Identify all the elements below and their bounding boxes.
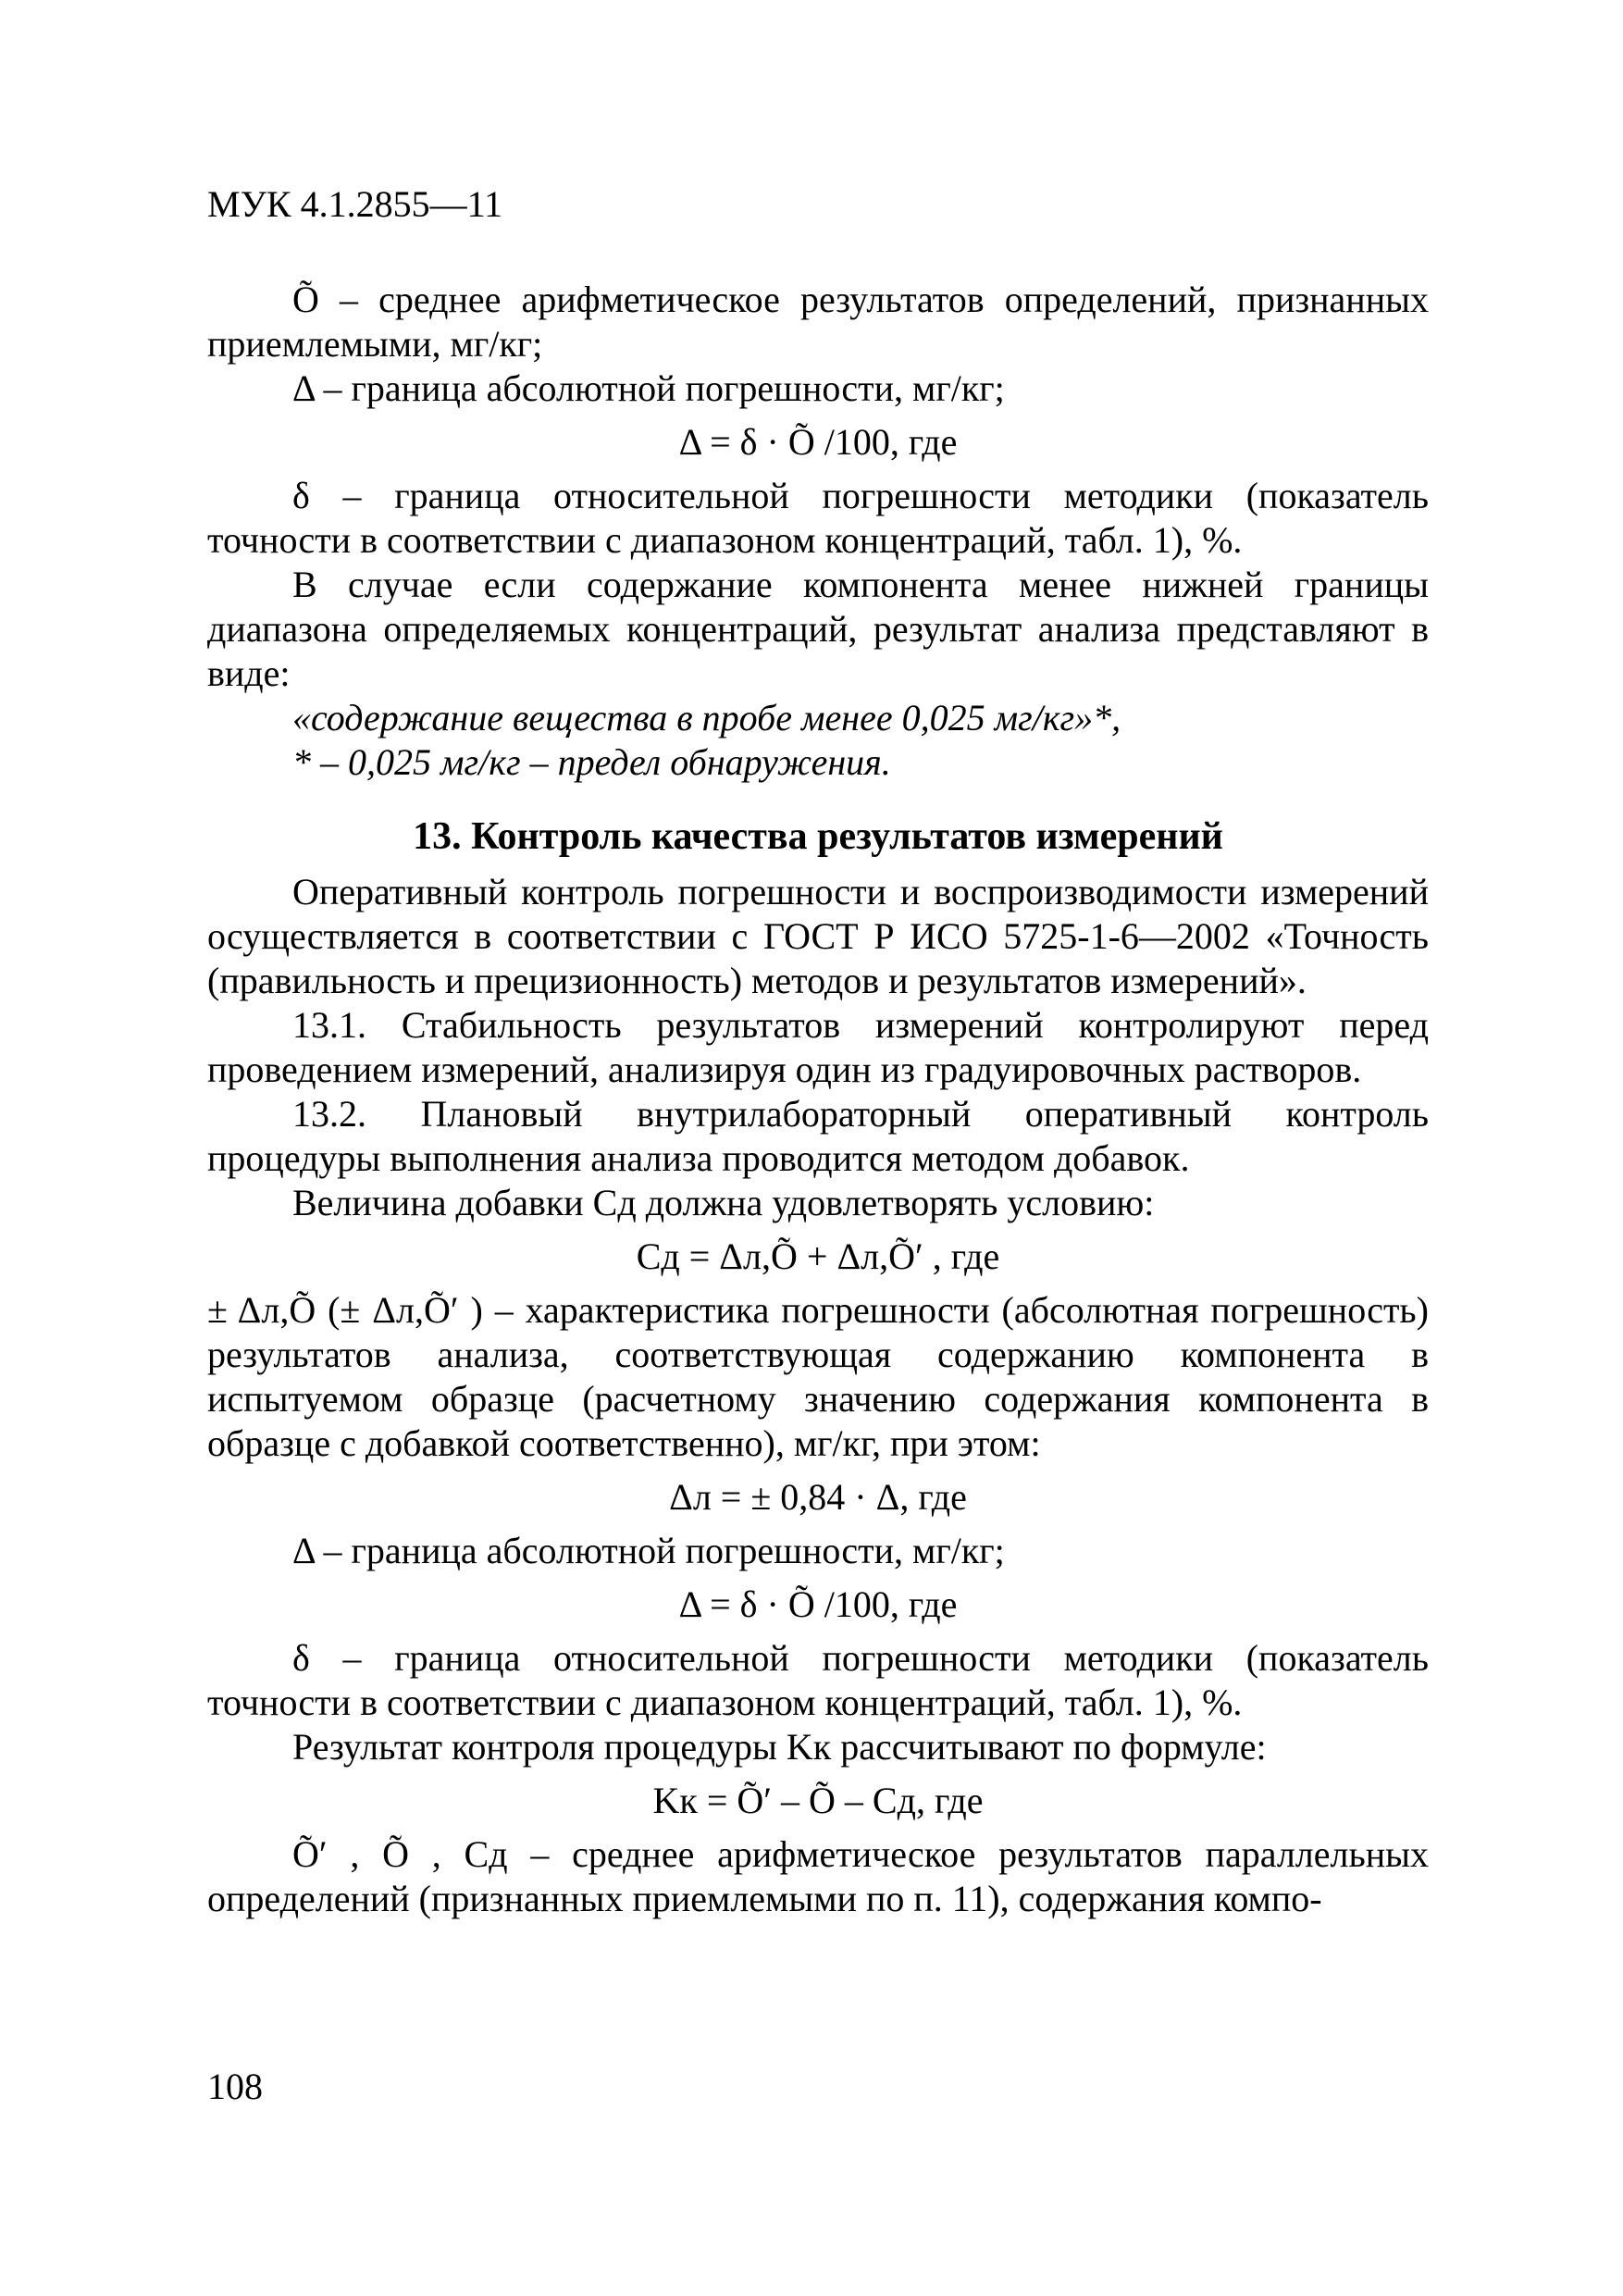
running-header: МУК 4.1.2855—11	[207, 183, 503, 225]
paragraph: Õ′ , Õ , Cд – среднее арифметическое результатов параллельных определений (признанных приемлемыми по п. 11), содержания компо-	[207, 1833, 1429, 1919]
paragraph: В случае если содержание компонента менее нижней границы диапазона определяемых концентраций, результат анализа представляют в виде:	[207, 564, 1429, 694]
formula: Δ = δ · Õ /100, где	[678, 421, 958, 463]
paragraph: Результат контроля процедуры Kк рассчитывают по формуле:	[292, 1726, 1267, 1768]
paragraph: δ – граница относительной погрешности методики (показатель точности в соответствии с диапазоном концентраций, табл. 1), %.	[207, 1637, 1429, 1723]
italic-text: «содержание вещества в пробе менее 0,025 мг/кг»*,	[292, 697, 1121, 738]
paragraph: δ – граница относительной погрешности методики (показатель точности в соответствии с диапазоном концентраций, табл. 1), %.	[207, 475, 1429, 561]
paragraph: ± Δл,Õ (± Δл,Õ′ ) – характеристика погрешности (абсолютная погрешность) результатов анализа, соответствующая содержанию компонента в испытуемом образце (расчетному значению содержания компонента в образце с добавкой соответственно), мг/кг, при этом:	[207, 1289, 1429, 1464]
paragraph: 13.1. Стабильность результатов измерений контролируют перед проведением измерений, анализируя один из градуировочных растворов.	[207, 1004, 1429, 1090]
page-number: 108	[207, 2066, 263, 2107]
paragraph: Величина добавки Cд должна удовлетворять условию:	[292, 1182, 1155, 1223]
formula: Kк = Õ′ – Õ – Cд, где	[652, 1780, 984, 1821]
paragraph: Õ – среднее арифметическое результатов определений, признанных приемлемыми, мг/кг;	[207, 279, 1429, 365]
formula: Cд = Δл,Õ + Δл,Õ′ , где	[636, 1235, 1000, 1277]
section-heading: 13. Контроль качества результатов измерений	[413, 815, 1223, 858]
paragraph: Δ – граница абсолютной погрешности, мг/кг;	[292, 367, 1005, 409]
italic-text: * – 0,025 мг/кг – предел обнаружения.	[292, 741, 891, 783]
paragraph: Δ – граница абсолютной погрешности, мг/кг;	[292, 1530, 1005, 1571]
paragraph: Оперативный контроль погрешности и воспроизводимости измерений осуществляется в соответствии с ГОСТ Р ИСО 5725-1-6—2002 «Точность (правильность и прецизионность) методов и результатов измерений».	[207, 871, 1429, 1001]
formula: Δ = δ · Õ /100, где	[678, 1583, 958, 1625]
footnote-line	[207, 740, 1429, 785]
formula: Δл = ± 0,84 · Δ, где	[669, 1476, 967, 1518]
page-body	[207, 278, 1429, 1921]
paragraph-italic	[207, 696, 1429, 740]
paragraph: 13.2. Плановый внутрилабораторный оперативный контроль процедуры выполнения анализа проводится методом добавок.	[207, 1093, 1429, 1179]
